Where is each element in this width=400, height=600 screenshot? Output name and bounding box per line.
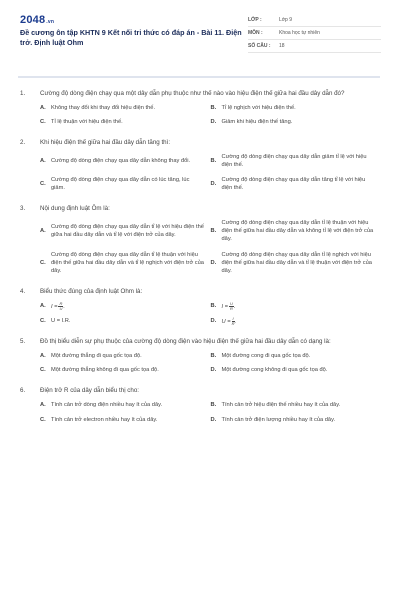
- option-letter: A.: [40, 303, 46, 310]
- option-letter: C.: [40, 318, 46, 325]
- question-4: [20, 287, 381, 327]
- question-header: [20, 337, 381, 346]
- option-text: Cường độ dòng điện chạy qua dây dẫn có lúc tăng, lúc giảm.: [51, 177, 190, 192]
- option-letter: C.: [40, 417, 46, 424]
- option-letter: D.: [210, 367, 217, 374]
- fraction-numerator: U: [229, 300, 233, 306]
- option-text: Cường độ dòng điện chạy qua dây dẫn không thay đổi.: [51, 157, 191, 164]
- question-text: Điện trở R của dây dẫn biểu thị cho:: [40, 386, 139, 394]
- option-letter: D.: [210, 259, 217, 266]
- formula-lhs: I =: [221, 303, 228, 310]
- option-d[interactable]: [211, 118, 382, 126]
- option-text: Cường độ dòng điện chạy qua dây dẫn giảm tỉ lệ với hiệu điện thế.: [221, 153, 367, 168]
- options-row: [40, 219, 381, 244]
- option-text: Một đường thẳng đi qua gốc tọa độ.: [51, 353, 142, 360]
- option-letter: D.: [210, 119, 217, 126]
- meta-row-class: [248, 14, 381, 27]
- option-text: Tính cản trở dòng điện nhiều hay ít của dây.: [51, 401, 163, 408]
- options-row: [40, 366, 381, 374]
- options-row: [40, 118, 381, 126]
- question-number: 1.: [20, 90, 26, 97]
- question-header: [20, 138, 381, 147]
- option-d[interactable]: [211, 317, 382, 326]
- option-letter: B.: [210, 105, 217, 111]
- option-letter: C.: [40, 259, 46, 266]
- option-letter: A.: [40, 157, 46, 164]
- question-text: Cường độ dòng điện chạy qua một dây dẫn phụ thuộc như thế nào vào hiệu điện thế giữa hai đầu dây dẫn đó?: [40, 90, 345, 97]
- option-text: U = I.R.: [51, 318, 71, 325]
- option-b[interactable]: [211, 153, 382, 170]
- option-b[interactable]: [211, 302, 382, 311]
- option-text: Một đường cong không đi qua gốc tọa độ.: [221, 367, 328, 374]
- option-text: Không thay đổi khi thay đổi hiệu điện thế.: [51, 105, 156, 111]
- meta-row-count: [248, 40, 381, 53]
- options: [40, 104, 381, 127]
- option-formula: [222, 302, 382, 311]
- meta-row-subject: [248, 27, 381, 40]
- option-d[interactable]: [211, 251, 382, 276]
- option-letter: A.: [40, 105, 46, 111]
- option-b[interactable]: [211, 104, 382, 112]
- meta-value: Lớp 9: [279, 17, 293, 23]
- formula-lhs: I =: [51, 303, 58, 310]
- logo-text: 2048: [20, 14, 46, 26]
- meta-key: MÔN :: [248, 30, 263, 36]
- question-1: [20, 89, 381, 127]
- options-row: [40, 352, 381, 360]
- option-text: Cường độ dòng điện chạy qua dây dẫn tỉ lệ với hiệu điện thế giữa hai đầu dây dẫn và tỉ lệ với điện trở của dây.: [51, 223, 204, 239]
- option-letter: D.: [210, 318, 217, 325]
- option-letter: A.: [40, 401, 46, 408]
- option-text: Cường độ dòng điện chạy qua dây dẫn tỉ lệ nghịch với hiệu điện thế giữa hai đầu dây dẫn và tỉ lệ thuận với điện trở của dây.: [221, 251, 372, 275]
- option-text: Cường độ dòng điện chạy qua dây dẫn tỉ lệ thuận với hiệu điện thế giữa hai đầu dây dẫn và không tỉ lệ với điện trở của dây.: [221, 219, 374, 243]
- options: [40, 153, 381, 193]
- option-text: Tỉ lệ thuận với hiệu điện thế.: [51, 119, 123, 126]
- meta-key: SỐ CÂU :: [248, 43, 271, 49]
- option-formula: [51, 302, 211, 311]
- site-logo[interactable]: [20, 14, 245, 26]
- option-letter: A.: [40, 228, 46, 235]
- option-c[interactable]: [40, 118, 211, 126]
- question-text: Biểu thức đúng của định luật Ohm là:: [40, 287, 143, 295]
- options-row: [40, 104, 381, 112]
- option-c[interactable]: [40, 416, 211, 424]
- option-letter: B.: [210, 401, 217, 408]
- option-letter: C.: [40, 119, 46, 126]
- document-title: Đề cương ôn tập KHTN 9 Kết nối tri thức có đáp án - Bài 11. Điện trở. Định luật Ohm: [20, 28, 242, 47]
- document-header: [20, 14, 381, 64]
- option-text: Cường độ dòng điện chạy qua dây dẫn tỉ lệ thuận với hiệu điện thế giữa hai đầu dây dẫn và tỉ lệ nghịch với điện trở của dây.: [51, 251, 204, 275]
- options: [40, 219, 381, 276]
- options-row: [40, 176, 381, 193]
- question-number: 6.: [20, 386, 26, 394]
- question-text: Khi hiệu điện thế giữa hai đầu dây dẫn tăng thì:: [40, 138, 171, 146]
- option-d[interactable]: [211, 176, 382, 193]
- option-b[interactable]: [211, 219, 382, 244]
- question-number: 2.: [20, 138, 26, 146]
- options: [40, 302, 381, 327]
- option-letter: B.: [210, 303, 217, 310]
- option-letter: B.: [210, 228, 217, 235]
- option-c[interactable]: [40, 176, 211, 193]
- meta-value: 18: [279, 43, 285, 49]
- options-row: [40, 302, 381, 311]
- options-row: [40, 317, 381, 326]
- formula-suffix: .: [233, 303, 236, 310]
- option-text: Tính cản trở hiệu điện thế nhiều hay ít của dây.: [221, 401, 341, 408]
- question-header: [20, 204, 381, 213]
- options: [40, 401, 381, 425]
- meta-key: LỚP :: [248, 17, 262, 23]
- option-text: Một đường cong đi qua gốc tọa độ.: [221, 353, 311, 360]
- option-c[interactable]: [40, 251, 211, 276]
- fraction-denominator: R: [229, 305, 233, 311]
- option-text: Tỉ lệ nghịch với hiệu điện thế.: [221, 105, 296, 111]
- question-header: [20, 89, 381, 98]
- fraction-denominator: U: [59, 305, 63, 311]
- option-c[interactable]: [40, 366, 211, 374]
- option-a[interactable]: [40, 104, 211, 112]
- option-letter: D.: [210, 417, 217, 424]
- option-text: Tính cản trở điện lượng nhiều hay ít của dây.: [221, 417, 336, 424]
- formula-suffix: .: [234, 318, 237, 325]
- option-c[interactable]: [40, 317, 211, 326]
- option-text: Một đường thẳng không đi qua gốc tọa độ.: [51, 367, 159, 374]
- question-text: Nội dung định luật Ôm là:: [40, 204, 110, 212]
- option-text: Cường độ dòng điện chạy qua dây dẫn tăng tỉ lệ với hiệu điện thế.: [221, 177, 366, 192]
- options: [40, 352, 381, 375]
- option-d[interactable]: [211, 416, 382, 424]
- question-2: [20, 138, 381, 193]
- question-number: 5.: [20, 338, 26, 346]
- option-letter: C.: [40, 181, 46, 188]
- options-row: [40, 251, 381, 276]
- header-left: [20, 14, 245, 47]
- question-6: [20, 386, 381, 425]
- question-3: [20, 204, 381, 276]
- option-b[interactable]: [211, 401, 382, 409]
- logo-suffix: .vn: [46, 19, 55, 25]
- question-number: 3.: [20, 204, 26, 212]
- question-5: [20, 337, 381, 375]
- fraction-denominator: R: [231, 320, 235, 326]
- question-header: [20, 287, 381, 296]
- question-header: [20, 386, 381, 395]
- option-letter: D.: [210, 181, 217, 188]
- option-a[interactable]: [40, 219, 211, 244]
- formula-suffix: .: [63, 303, 65, 310]
- header-divider: [18, 76, 380, 78]
- formula-lhs: U =: [221, 318, 231, 325]
- meta-table: [248, 14, 381, 53]
- option-letter: B.: [210, 157, 217, 164]
- option-formula: [222, 317, 382, 326]
- meta-value: Khoa học tự nhiên: [279, 30, 320, 36]
- options-row: [40, 416, 381, 424]
- option-b[interactable]: [211, 352, 382, 360]
- options-row: [40, 153, 381, 170]
- option-letter: B.: [210, 353, 217, 360]
- fraction-numerator: I: [232, 315, 234, 321]
- option-d[interactable]: [211, 366, 382, 374]
- fraction-numerator: R: [59, 300, 63, 306]
- option-a[interactable]: [40, 153, 211, 170]
- question-text: Đồ thị biểu diễn sự phụ thuộc của cường độ dòng điện vào hiệu điện thế giữa hai đầu dây dẫn có dạng là:: [40, 338, 331, 346]
- option-a[interactable]: [40, 352, 211, 360]
- option-letter: C.: [40, 367, 46, 374]
- option-a[interactable]: [40, 401, 211, 409]
- option-letter: A.: [40, 353, 46, 360]
- option-text: Tính cản trở electron nhiều hay ít của dây.: [51, 417, 158, 424]
- option-text: Giảm khi hiệu điện thế tăng.: [221, 119, 293, 126]
- options-row: [40, 401, 381, 409]
- question-number: 4.: [20, 287, 26, 295]
- option-a[interactable]: [40, 302, 211, 311]
